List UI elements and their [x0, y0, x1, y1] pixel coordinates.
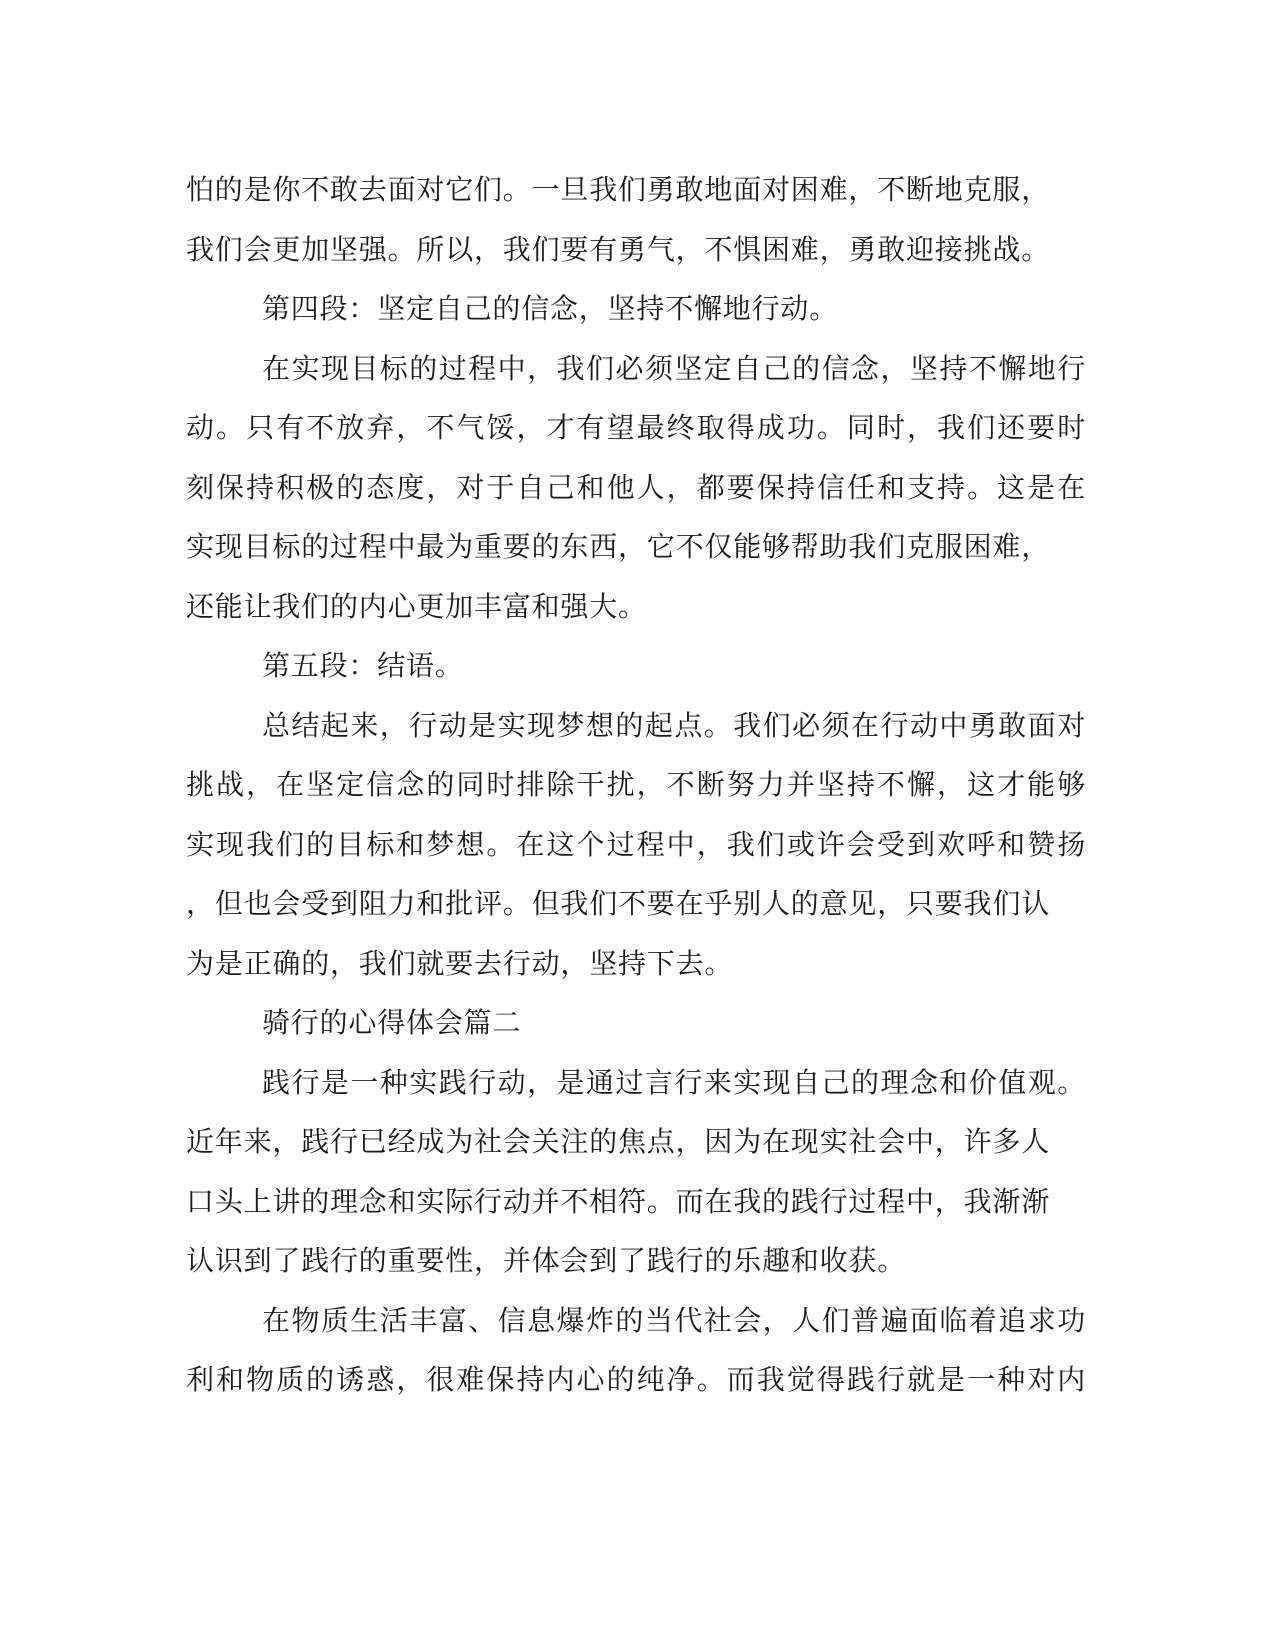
text-line: 动。只有不放弃，不气馁，才有望最终取得成功。同时，我们还要时: [186, 411, 1086, 444]
text-line: 近年来，践行已经成为社会关注的焦点，因为在现实社会中，许多人: [186, 1125, 1051, 1158]
text-line: 还能让我们的内心更加丰富和强大。: [186, 589, 647, 623]
text-line: 挑战，在坚定信念的同时排除干扰，不断努力并坚持不懈，这才能够: [186, 768, 1086, 801]
text-line: 在实现目标的过程中，我们必须坚定自己的信念，坚持不懈地行: [262, 351, 1086, 385]
text-line: 怕的是你不敢去面对它们。一旦我们勇敢地面对困难，不断地克服，: [186, 173, 1051, 206]
text-line: 践行是一种实践行动，是通过言行来实现自己的理念和价值观。: [262, 1065, 1086, 1099]
text-line: 总结起来，行动是实现梦想的起点。我们必须在行动中勇敢面对: [262, 708, 1086, 742]
text-line: 利和物质的诱惑，很难保持内心的纯净。而我觉得践行就是一种对内: [186, 1363, 1086, 1396]
text-line: 实现我们的目标和梦想。在这个过程中，我们或许会受到欢呼和赞扬: [186, 827, 1086, 861]
text-line: 为是正确的，我们就要去行动，坚持下去。: [186, 946, 734, 980]
text-line: 在物质生活丰富、信息爆炸的当代社会，人们普遍面临着追求功: [262, 1303, 1086, 1337]
text-line: 我们会更加坚强。所以，我们要有勇气，不惧困难，勇敢迎接挑战。: [186, 232, 1051, 266]
text-line: 骑行的心得体会篇二: [262, 1006, 522, 1039]
text-line: 第四段：坚定自己的信念，坚持不懈地行动。: [262, 292, 839, 325]
text-line: ，但也会受到阻力和批评。但我们不要在乎别人的意见，只要我们认: [186, 887, 1051, 920]
text-line: 刻保持积极的态度，对于自己和他人，都要保持信任和支持。这是在: [186, 470, 1086, 504]
text-line: 实现目标的过程中最为重要的东西，它不仅能够帮助我们克服困难，: [186, 530, 1051, 563]
text-line: 口头上讲的理念和实际行动并不相符。而在我的践行过程中，我渐渐: [186, 1184, 1051, 1218]
text-line: 认识到了践行的重要性，并体会到了践行的乐趣和收获。: [186, 1244, 907, 1277]
text-line: 第五段：结语。: [262, 649, 464, 682]
body-text: [186, 160, 1086, 1410]
